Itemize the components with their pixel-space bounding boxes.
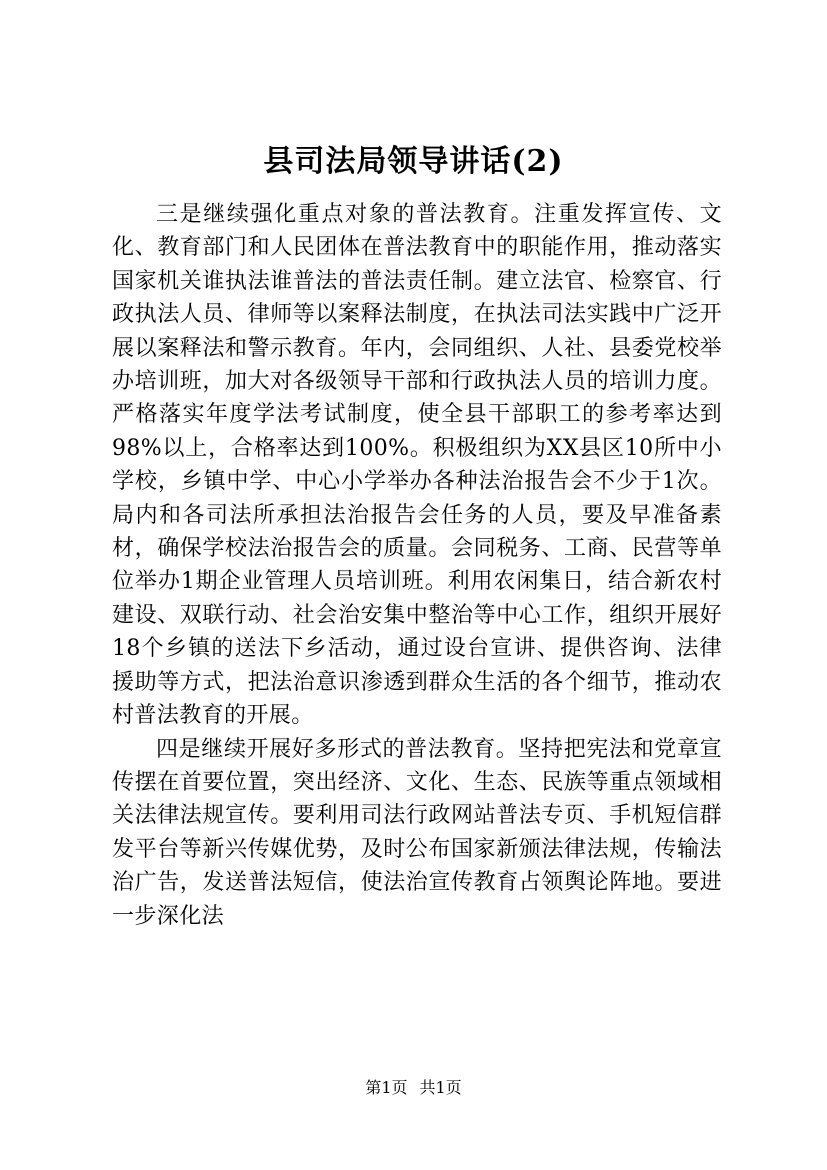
paragraph-2: 四是继续开展好多形式的普法教育。坚持把宪法和党章宣传摆在首要位置，突出经济、文化、生态、民族等重点领域相关法律法规宣传。要利用司法行政网站普法专页、手机短信群发平台等新兴传媒优势，及时公布国家新颁法律法规，传输法治广告，发送普法短信，使法治宣传教育占领舆论阵地。要进一步深化法 (112, 736, 722, 929)
page-footer (0, 1078, 827, 1098)
document-body (112, 198, 722, 933)
paragraph-1: 三是继续强化重点对象的普法教育。注重发挥宣传、文化、教育部门和人民团体在普法教育中的职能作用，推动落实国家机关谁执法谁普法的普法责任制。建立法官、检察官、行政执法人员、律师等以案释法制度，在执法司法实践中广泛开展以案释法和警示教育。年内，会同组织、人社、县委党校举办培训班，加大对各级领导干部和行政执法人员的培训力度。严格落实年度学法考试制度，使全县干部职工的参考率达到98%以上，合格率达到100%。积极组织为XX县区10所中小学校，乡镇中学、中心小学举办各种法治报告会不少于1次。局内和各司法所承担法治报告会任务的人员，要及早准备素材，确保学校法治报告会的质量。会同税务、工商、民营等单位举办1期企业管理人员培训班。利用农闲集日，结合新农村建设、双联行动、社会治安集中整治等中心工作，组织开展好18个乡镇的送法下乡活动，通过设台宣讲、提供咨询、法律援助等方式，把法治意识渗透到群众生活的各个细节，推动农村普法教育的开展。 (112, 202, 722, 729)
page-number: 第1页 (365, 1078, 408, 1097)
page-total: 共1页 (419, 1078, 462, 1097)
document-title: 县司法局领导讲话(2) (263, 144, 564, 179)
